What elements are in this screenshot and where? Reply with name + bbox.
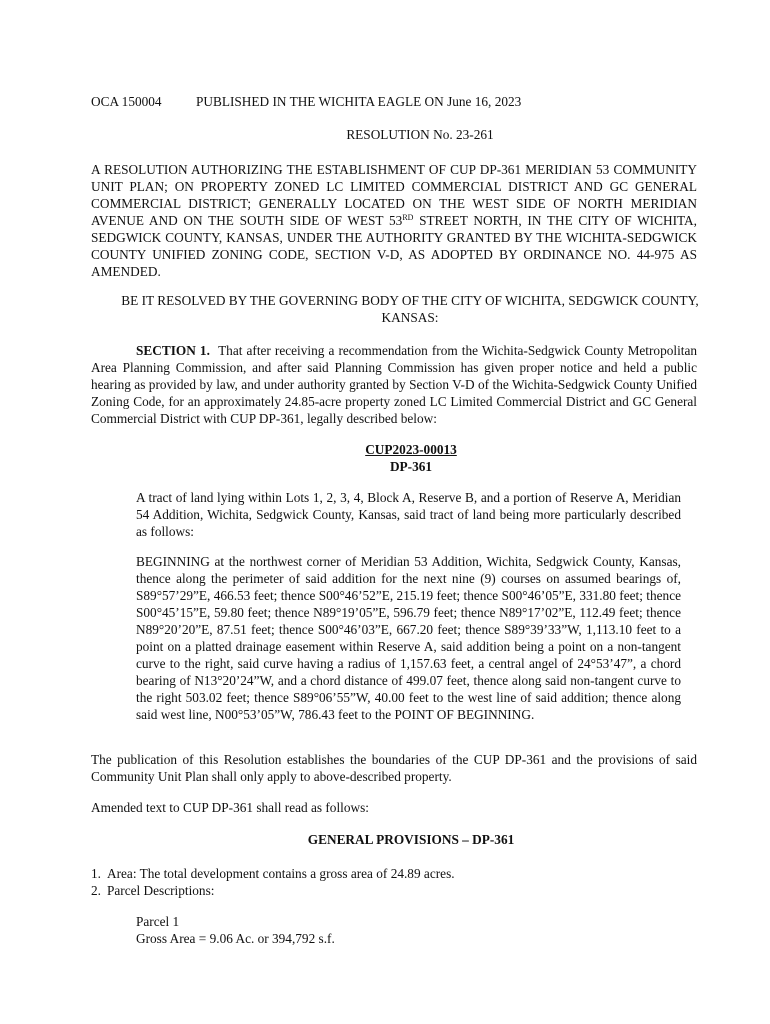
section-1-paragraph bbox=[91, 342, 697, 427]
cup-dp-number: DP-361 bbox=[389, 459, 433, 474]
cup-heading bbox=[91, 441, 731, 475]
cup-case-number: CUP2023-00013 bbox=[365, 442, 457, 457]
published-line: PUBLISHED IN THE WICHITA EAGLE ON June 16, 2023 bbox=[196, 94, 522, 109]
list-item: 1. Area: The total development contains a gross area of 24.89 acres. bbox=[91, 866, 455, 881]
publication-header bbox=[91, 93, 521, 110]
resolved-clause: BE IT RESOLVED BY THE GOVERNING BODY OF THE CITY OF WICHITA, SEDGWICK COUNTY, KANSAS: bbox=[121, 293, 699, 325]
provisions-list bbox=[91, 865, 455, 899]
title-text-part2: STREET NORTH, IN THE CITY OF WICHITA, SEDGWICK COUNTY, KANSAS, UNDER THE AUTHORITY GRANTED BY THE WICHITA-SEDGWICK COUNTY UNIFIED ZONING CODE, SECTION V-D, AS ADOPTED BY ORDINANCE NO. 44-975 AS AMENDED. bbox=[91, 213, 697, 279]
resolution-title bbox=[91, 161, 697, 280]
parcel-1-block bbox=[136, 913, 335, 947]
tract-description: A tract of land lying within Lots 1, 2, 3, 4, Block A, Reserve B, and a portion of Reserve A, Meridian 54 Addition, Wichita, Sedgwick County, Kansas, said tract of land being more particularly described as follows: bbox=[136, 490, 681, 539]
section-1-text: That after receiving a recommendation from the Wichita-Sedgwick County Metropolitan Area Planning Commission, and after said Planning Commission has given proper notice and held a public hearing as provided by law, and under authority granted by Section V-D of the Wichita-Sedgwick County Unified Zoning Code, for an approximately 24.85-acre property zoned LC Limited Commercial District and GC General Commercial District with CUP DP-361, legally described below: bbox=[91, 343, 698, 426]
title-text-part1: A RESOLUTION AUTHORIZING THE ESTABLISHMENT OF CUP DP-361 MERIDIAN 53 COMMUNITY UNIT PLAN; ON PROPERTY ZONED LC LIMITED COMMERCIAL DISTRICT AND GC GENERAL COMMERCIAL DISTRICT; GENERALLY LOCATED ON THE WEST SIDE OF NORTH MERIDIAN AVENUE AND ON THE SOUTH SIDE OF WEST 53 bbox=[91, 162, 697, 228]
general-provisions-heading: GENERAL PROVISIONS – DP-361 bbox=[307, 832, 515, 847]
parcel-gross-area: Gross Area = 9.06 Ac. or 394,792 s.f. bbox=[136, 931, 335, 946]
resolution-number: RESOLUTION No. 23-261 bbox=[346, 127, 494, 142]
title-superscript: RD bbox=[402, 213, 414, 222]
publication-paragraph: The publication of this Resolution establishes the boundaries of the CUP DP-361 and the provisions of said Community Unit Plan shall only apply to above-described property. bbox=[91, 752, 697, 784]
section-1-label: SECTION 1. bbox=[136, 343, 210, 358]
amended-text-paragraph: Amended text to CUP DP-361 shall read as follows: bbox=[91, 800, 369, 815]
legal-description: BEGINNING at the northwest corner of Meridian 53 Addition, Wichita, Sedgwick County, Kansas, thence along the perimeter of said addition for the next nine (9) courses on assumed bearings of, S89°57’29”E, 466.53 feet; thence S00°46’52”E, 215.19 feet; thence S00°46’05”E, 331.80 feet; thence S00°45’15”E, 59.80 feet; thence N89°19’05”E, 596.79 feet; thence N89°17’02”E, 112.49 feet; thence N89°20’20”E, 87.51 feet; thence S00°46’03”E, 667.20 feet; thence S89°39’33”W, 1,113.10 feet to a point on a platted drainage easement within Reserve A, said addition being a point on a non-tangent curve to the right, said curve having a radius of 1,157.63 feet, a central angel of 24°53’47”, a chord bearing of N13°20’24”W, and a chord distance of 499.07 feet, thence along said non-tangent curve to the right 503.02 feet; thence S89°06’55”W, 40.00 feet to the west line of said addition; thence along said west line, N00°53’05”W, 786.43 feet to the POINT OF BEGINNING. bbox=[136, 554, 681, 722]
parcel-name: Parcel 1 bbox=[136, 914, 180, 929]
list-item: 2. Parcel Descriptions: bbox=[91, 883, 215, 898]
oca-number: OCA 150004 bbox=[91, 94, 162, 109]
